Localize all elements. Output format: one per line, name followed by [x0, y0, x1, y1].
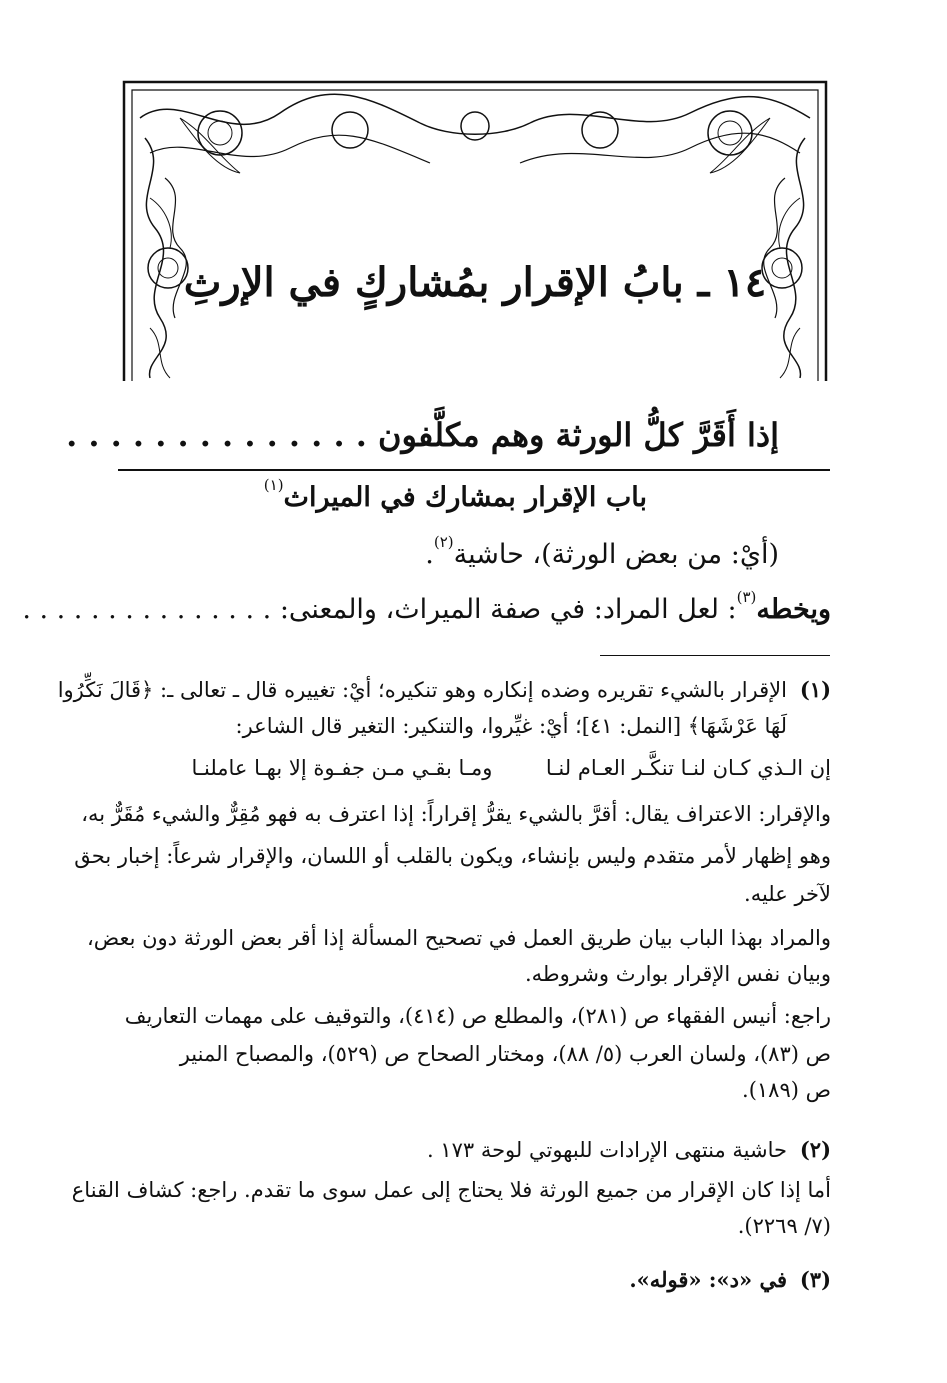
- sharh-line-3-lead: ويخطه: [756, 594, 831, 625]
- footnote-2: [71, 1132, 831, 1244]
- matn-divider: [118, 469, 830, 471]
- footnote-1-line-5: وهو إظهار لأمر متقدم وليس بإنشاء، ويكون بالقلب أو اللسان، والإقرار شرعاً: إخبار بحق: [74, 844, 831, 868]
- footnote-1-line-8: وبيان نفس الإقرار بوارث وشروطه.: [524, 962, 831, 986]
- ornamental-frame: [120, 78, 830, 383]
- sharh-line-2-text: (أيْ: من بعض الورثة)، حاشية: [453, 539, 779, 570]
- frame-border-svg: [120, 78, 830, 383]
- footnote-1-line-10: ص (٨٣)، ولسان العرب (٥/ ٨٨)، ومختار الصحاح ص (٥٢٩)، والمصباح المنير: [179, 1042, 831, 1066]
- footnote-3-number: (٣): [799, 1267, 831, 1292]
- footnote-ref-2: (٢): [433, 533, 454, 551]
- verse-first-hemistich: إن الـذي كـان لنـا تنكَّـر العـام لنـا: [545, 756, 831, 780]
- footnote-1-line-2: لَهَا عَرْشَهَا﴾ [النمل: ٤١]؛ أيْ: غيِّروا، والتنكير: التغير قال الشاعر:: [235, 714, 787, 738]
- sharh-line-2-end: .: [425, 539, 434, 570]
- footnote-2-line-1: حاشية منتهى الإرادات للبهوتي لوحة ١٧٣ .: [426, 1138, 787, 1162]
- sharh-line-3: [22, 590, 831, 630]
- chapter-title: ١٤ ـ بابُ الإقرار بمُشاركٍ في الإرثِ: [183, 259, 767, 306]
- footnote-3-line-1: في «د»: «قوله».: [629, 1267, 787, 1292]
- footnote-divider: [600, 655, 830, 656]
- sharh-line-3-text: : لعل المراد: في صفة الميراث، والمعنى:: [279, 594, 737, 625]
- sharh-line-1-text: باب الإقرار بمشارك في الميراث: [283, 482, 647, 513]
- footnote-2-line-3: (٧/ ٢٢٦٩).: [737, 1214, 831, 1238]
- matn-line: [66, 410, 779, 460]
- footnote-2-number: (٢): [799, 1137, 831, 1162]
- footnote-3: [117, 1262, 831, 1298]
- sharh-line-1: [264, 478, 647, 518]
- footnote-1-verse: [117, 750, 831, 786]
- footnote-ref-1: (١): [263, 476, 284, 494]
- sharh-line-3-dots: . . . . . . . . . . . . . . .: [22, 594, 272, 625]
- matn-dots: . . . . . . . . . . . . . .: [66, 416, 367, 454]
- footnote-1-line-6: لآخر عليه.: [744, 882, 831, 906]
- matn-text: إذا أَقَرَّ كلُّ الورثة وهم مكلَّفون: [378, 416, 779, 454]
- footnote-1-line-9: راجع: أنيس الفقهاء ص (٢٨١)، والمطلع ص (٤١٤)، والتوقيف على مهمات التعاريف: [124, 1004, 831, 1028]
- footnote-2-line-2: أما إذا كان الإقرار من جميع الورثة فلا يحتاج إلى عمل سوى ما تقدم. راجع: كشاف القناع: [71, 1178, 831, 1202]
- footnote-1-line-11: ص (١٨٩).: [742, 1078, 831, 1102]
- footnote-1-number: (١): [799, 677, 831, 702]
- footnote-1: [57, 672, 831, 1108]
- footnote-1-line-1: الإقرار بالشيء تقريره وضده إنكاره وهو تنكيره؛ أيْ: تغييره قال ـ تعالى ـ: ﴿قَالَ نَكِّرُوا: [57, 678, 787, 702]
- sharh-line-2: [425, 535, 779, 575]
- verse-second-hemistich: ومـا بقـي مـن جفـوة إلا بهـا عاملنـا: [191, 756, 493, 780]
- footnote-1-line-7: والمراد بهذا الباب بيان طريق العمل في تصحيح المسألة إذا أقر بعض الورثة دون بعض،: [86, 926, 831, 950]
- footnote-1-line-4: والإقرار: الاعتراف يقال: أقرَّ بالشيء يقرُّ إقراراً: إذا اعترف به فهو مُقِرٌّ والشيء مُقَرٌّ به،: [81, 802, 831, 826]
- footnote-ref-3: (٣): [736, 588, 757, 606]
